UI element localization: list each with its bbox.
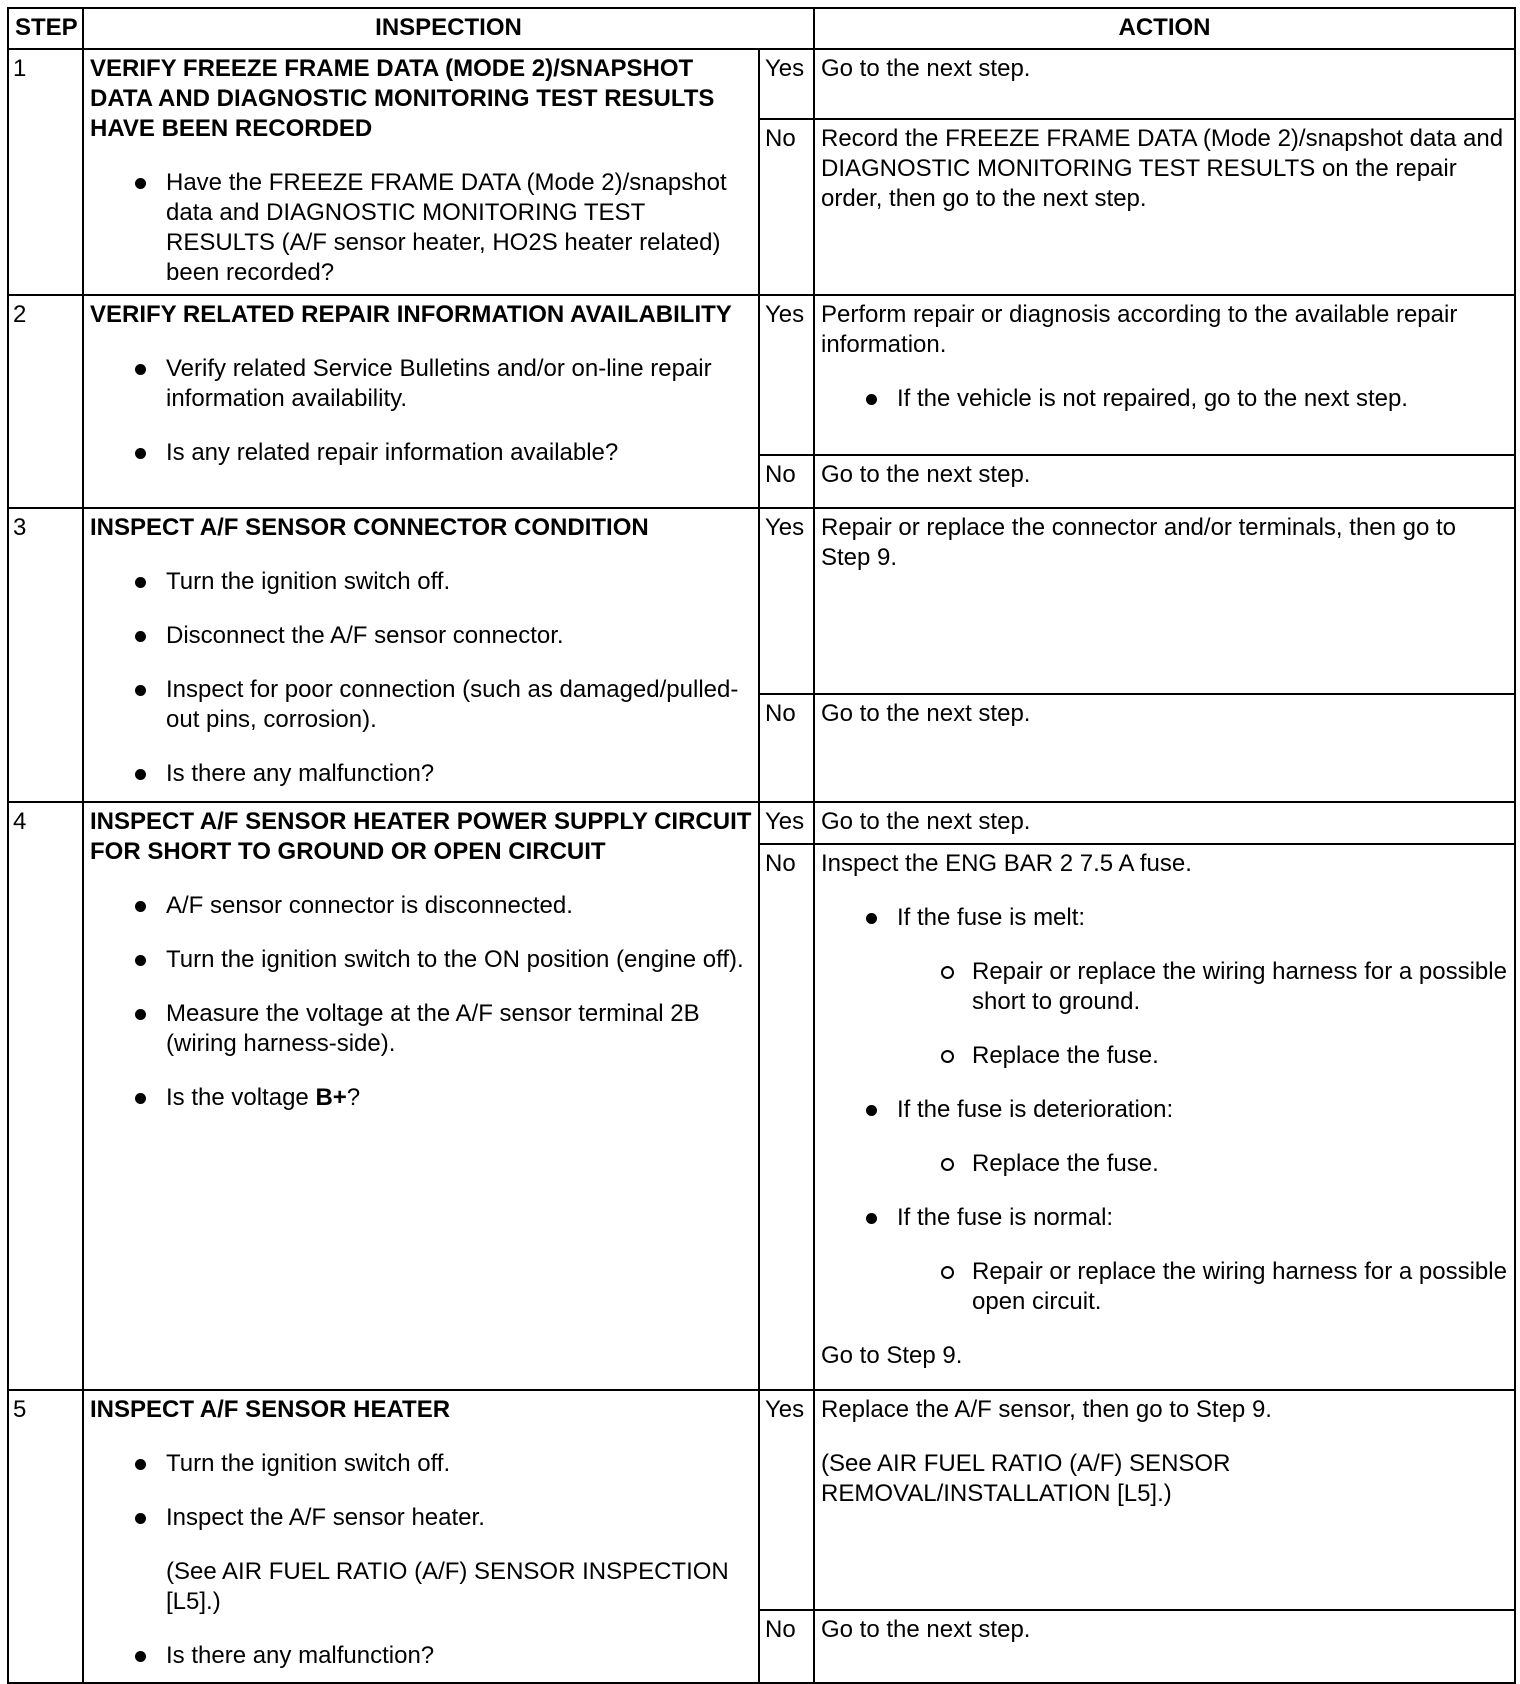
list-item bbox=[90, 1083, 752, 1113]
header-step: STEP bbox=[8, 8, 83, 49]
inspection-cell bbox=[83, 295, 759, 507]
header-row bbox=[8, 8, 1515, 49]
inspection-cell bbox=[83, 802, 759, 1390]
list-item: Measure the voltage at the A/F sensor terminal 2B (wiring harness-side). bbox=[90, 999, 752, 1059]
no-action: Inspect the ENG BAR 2 7.5 A fuse. bbox=[821, 849, 1192, 877]
table-row bbox=[8, 49, 1515, 119]
list-item: If the fuse is deterioration: bbox=[821, 1095, 1508, 1125]
sub-list-item: Repair or replace the wiring harness for a possible short to ground. bbox=[896, 957, 1508, 1017]
yes-label: Yes bbox=[759, 49, 814, 119]
list-item: Turn the ignition switch to the ON position (engine off). bbox=[90, 945, 752, 975]
no-label: No bbox=[759, 1610, 814, 1683]
inspection-cell bbox=[83, 1390, 759, 1683]
yes-action-cell bbox=[814, 1390, 1515, 1610]
yes-action: Repair or replace the connector and/or terminals, then go to Step 9. bbox=[814, 508, 1515, 694]
no-action: Record the FREEZE FRAME DATA (Mode 2)/snapshot data and DIAGNOSTIC MONITORING TEST RESULTS on the repair order, then go to the next step. bbox=[814, 119, 1515, 295]
table-row bbox=[8, 1390, 1515, 1610]
step-title: INSPECT A/F SENSOR HEATER POWER SUPPLY CIRCUIT FOR SHORT TO GROUND OR OPEN CIRCUIT bbox=[90, 807, 752, 865]
header-action: ACTION bbox=[814, 8, 1515, 49]
no-action: Go to the next step. bbox=[814, 455, 1515, 508]
sub-list-item: Repair or replace the wiring harness for a possible open circuit. bbox=[896, 1257, 1508, 1317]
step-number: 2 bbox=[8, 295, 83, 507]
no-action-end: Go to Step 9. bbox=[821, 1341, 963, 1369]
list-item: If the vehicle is not repaired, go to the next step. bbox=[821, 384, 1508, 414]
list-item: If the fuse is normal: bbox=[821, 1203, 1508, 1233]
list-item: If the fuse is melt: bbox=[821, 903, 1508, 933]
list-item: Turn the ignition switch off. bbox=[90, 1449, 752, 1479]
yes-label: Yes bbox=[759, 1390, 814, 1610]
yes-action: Perform repair or diagnosis according to the available repair information. bbox=[821, 301, 1458, 359]
yes-action: Go to the next step. bbox=[814, 802, 1515, 844]
list-item-text: ? bbox=[346, 1083, 361, 1111]
inspection-cell bbox=[83, 508, 759, 802]
sub-list-item: Replace the fuse. bbox=[896, 1149, 1508, 1179]
step-number: 1 bbox=[8, 49, 83, 295]
list-item: Inspect for poor connection (such as damaged/pulled-out pins, corrosion). bbox=[90, 675, 752, 735]
diagnostic-procedure-table bbox=[7, 7, 1516, 1684]
list-item: Disconnect the A/F sensor connector. bbox=[90, 621, 752, 651]
step-number: 4 bbox=[8, 802, 83, 1390]
no-action-cell bbox=[814, 844, 1515, 1390]
step-title: INSPECT A/F SENSOR HEATER bbox=[90, 1395, 451, 1423]
yes-label: Yes bbox=[759, 508, 814, 694]
no-action: Go to the next step. bbox=[814, 694, 1515, 802]
no-action: Go to the next step. bbox=[814, 1610, 1515, 1683]
no-label: No bbox=[759, 455, 814, 508]
list-item: Is there any malfunction? bbox=[90, 759, 752, 789]
table-row bbox=[8, 295, 1515, 454]
list-item: Verify related Service Bulletins and/or on-line repair information availability. bbox=[90, 354, 752, 414]
inspection-cell bbox=[83, 49, 759, 295]
list-item-text: Is the voltage bbox=[166, 1083, 316, 1111]
yes-action: Go to the next step. bbox=[814, 49, 1515, 119]
list-item: Is any related repair information available? bbox=[90, 438, 752, 468]
yes-label: Yes bbox=[759, 802, 814, 844]
table-row bbox=[8, 802, 1515, 844]
step-title: VERIFY RELATED REPAIR INFORMATION AVAILABILITY bbox=[90, 301, 732, 329]
yes-action-cell bbox=[814, 295, 1515, 454]
yes-action: Replace the A/F sensor, then go to Step 9. bbox=[821, 1395, 1272, 1423]
yes-label: Yes bbox=[759, 295, 814, 454]
reference-note: (See AIR FUEL RATIO (A/F) SENSOR INSPECTION [L5].) bbox=[166, 1557, 729, 1615]
voltage-value: B+ bbox=[315, 1083, 347, 1111]
table-row bbox=[8, 508, 1515, 694]
no-label: No bbox=[759, 119, 814, 295]
reference-note: (See AIR FUEL RATIO (A/F) SENSOR REMOVAL/INSTALLATION [L5].) bbox=[821, 1449, 1231, 1507]
list-item: Turn the ignition switch off. bbox=[90, 567, 752, 597]
step-title: INSPECT A/F SENSOR CONNECTOR CONDITION bbox=[90, 513, 649, 541]
sub-list-item: Replace the fuse. bbox=[896, 1041, 1508, 1071]
step-title: VERIFY FREEZE FRAME DATA (MODE 2)/SNAPSHOT DATA AND DIAGNOSTIC MONITORING TEST RESULTS HAVE BEEN RECORDED bbox=[90, 55, 715, 143]
list-item: A/F sensor connector is disconnected. bbox=[90, 891, 752, 921]
list-item: Is there any malfunction? bbox=[90, 1641, 752, 1671]
list-item: Inspect the A/F sensor heater. bbox=[90, 1503, 752, 1533]
step-number: 3 bbox=[8, 508, 83, 802]
no-label: No bbox=[759, 844, 814, 1390]
no-label: No bbox=[759, 694, 814, 802]
header-inspection: INSPECTION bbox=[83, 8, 814, 49]
list-item: Have the FREEZE FRAME DATA (Mode 2)/snapshot data and DIAGNOSTIC MONITORING TEST RESULTS (A/F sensor heater, HO2S heater related) been recorded? bbox=[90, 168, 752, 288]
step-number: 5 bbox=[8, 1390, 83, 1683]
